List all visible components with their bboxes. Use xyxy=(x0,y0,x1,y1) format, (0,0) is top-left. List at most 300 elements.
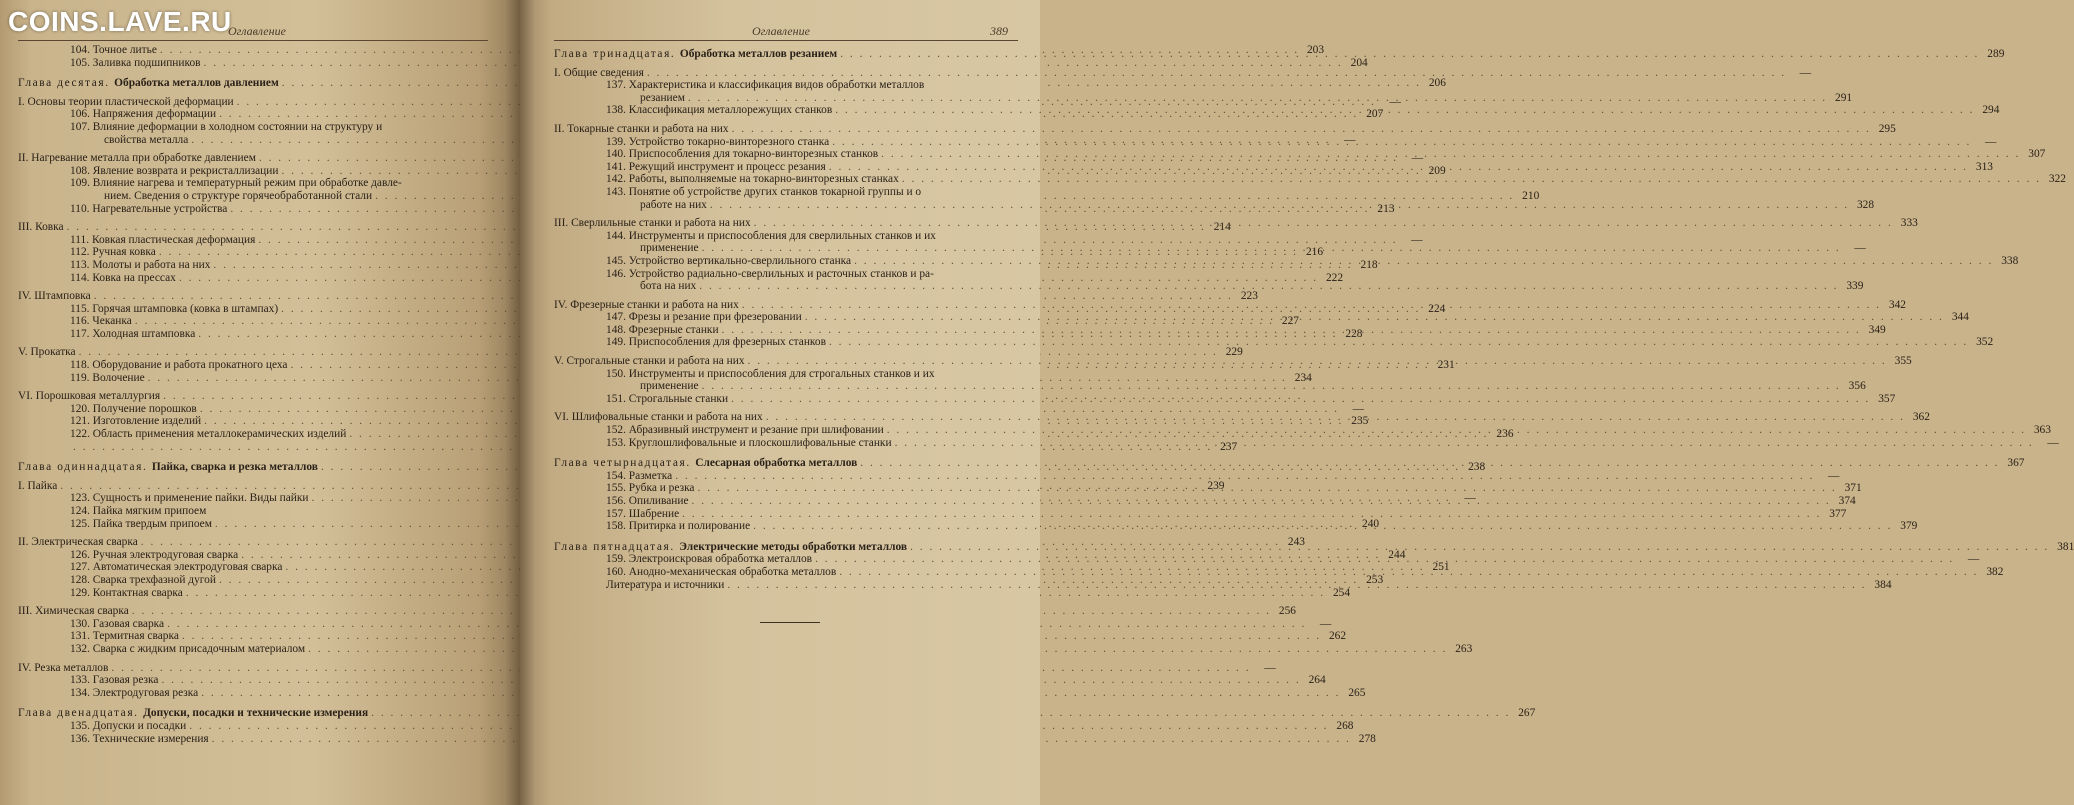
leader-dots xyxy=(832,133,1971,149)
toc-entry xyxy=(554,173,2066,186)
section-title: I. Основы теории пластической деформации xyxy=(18,95,234,108)
left-page-header: Оглавление xyxy=(228,24,286,38)
section-title: IV. Фрезерные станки и работа на них xyxy=(554,298,739,311)
entry-title: Рубка и резка xyxy=(628,482,695,495)
entry-title: Заливка подшипников xyxy=(92,56,201,69)
leader-dots xyxy=(647,67,1786,80)
page-ref: — xyxy=(1411,152,1424,165)
entry-number: 137. xyxy=(606,79,626,92)
leader-dots xyxy=(887,424,2026,437)
page-ref: 265 xyxy=(1348,686,1366,699)
toc-entry xyxy=(18,177,486,190)
section-title: III. Химическая сварка xyxy=(18,605,129,618)
leader-dots xyxy=(692,495,1831,508)
entry-number: 152. xyxy=(606,424,626,437)
entry-number: 122. xyxy=(70,428,90,441)
page-ref: 224 xyxy=(1428,302,1446,315)
toc-entry xyxy=(554,91,1853,105)
leader-dots xyxy=(702,242,1841,255)
entry-title: нием. Сведения о структуре горячеобработанной стали xyxy=(104,189,373,202)
section-title: III. Ковка xyxy=(18,221,64,234)
entry-number: 123. xyxy=(70,492,90,505)
page-ref: 344 xyxy=(1951,311,1969,324)
leader-dots xyxy=(688,92,1827,105)
toc-entry xyxy=(554,79,1018,92)
leader-dots xyxy=(829,336,1968,349)
entry-title: Волочение xyxy=(92,371,145,384)
entry-number: 116. xyxy=(70,315,90,328)
chapter-title: Электрические методы обработки металлов xyxy=(679,540,908,553)
book-gutter xyxy=(505,0,535,805)
entry-title: Холодная штамповка xyxy=(92,327,196,340)
page-ref: 207 xyxy=(1366,108,1384,121)
page-ref: — xyxy=(1967,553,1980,566)
entry-number: 110. xyxy=(70,202,90,215)
entry-title: Автоматическая электродуговая сварка xyxy=(92,561,283,574)
leader-dots xyxy=(727,579,1866,592)
chapter-prefix: Глава пятнадцатая. xyxy=(554,540,675,553)
page-ref: — xyxy=(1854,242,1866,255)
chapter-prefix: Глава десятая. xyxy=(18,77,110,90)
toc-chapter xyxy=(18,707,1536,720)
leader-dots xyxy=(698,479,1837,495)
entry-title: Пайка твердым припоем xyxy=(92,517,212,530)
page-ref: — xyxy=(1985,135,1997,148)
entry-title: Литература и источники xyxy=(606,578,725,591)
entry-title: Понятие об устройстве других станков токарной группы и о xyxy=(628,185,922,198)
right-page-header: Оглавление xyxy=(752,24,810,38)
toc-entry xyxy=(554,507,1847,521)
entry-number: 156. xyxy=(606,495,626,507)
entry-title: работе на них xyxy=(640,198,707,211)
chapter-prefix: Глава двенадцатая. xyxy=(18,707,139,720)
entry-title: Контактная сварка xyxy=(92,586,183,599)
entry-number: 139. xyxy=(606,135,626,148)
entry-title: Ковка на прессах xyxy=(92,271,176,284)
chapter-title: Обработка металлов резанием xyxy=(679,48,838,60)
leader-dots xyxy=(854,255,1993,268)
entry-number: 121. xyxy=(70,415,90,428)
entry-title: Сварка с жидким присадочным материалом xyxy=(92,642,306,655)
page-ref: 267 xyxy=(1518,707,1536,720)
page-ref: 263 xyxy=(1455,642,1473,655)
page-ref: 333 xyxy=(1900,217,1918,230)
toc-entry xyxy=(18,505,486,518)
entry-number: 149. xyxy=(606,336,626,349)
right-header-rule xyxy=(554,40,1018,41)
page-ref: 374 xyxy=(1838,495,1856,507)
entry-title: Классификация металлорежущих станков xyxy=(628,104,833,117)
entry-title: Влияние нагрева и температурный режим при обработке давле- xyxy=(92,177,402,190)
entry-number: 107. xyxy=(70,120,90,133)
entry-title: Сварка трехфазной дугой xyxy=(92,573,216,586)
toc-entry xyxy=(18,732,1376,746)
page-ref: 356 xyxy=(1848,380,1866,393)
toc-entry xyxy=(18,719,1354,733)
entry-title: Притирка и полирование xyxy=(628,520,751,533)
section-title: II. Нагревание металла при обработке давлением xyxy=(18,152,256,165)
section-title: III. Сверлильные станки и работа на них xyxy=(554,217,751,230)
section-title: V. Строгальные станки и работа на них xyxy=(554,355,745,368)
leader-dots xyxy=(732,123,1871,136)
page-ref: — xyxy=(1828,469,1840,482)
entry-number: 118. xyxy=(70,359,90,372)
page-ref: 218 xyxy=(1360,258,1378,271)
chapter-prefix: Глава четырнадцатая. xyxy=(554,457,691,470)
page-ref: — xyxy=(1464,492,1476,505)
entry-number: 124. xyxy=(70,505,90,517)
entry-number: 113. xyxy=(70,258,90,271)
page-ref: 223 xyxy=(1240,290,1258,303)
toc-entry xyxy=(554,380,1866,393)
chapter-prefix: Глава одиннадцатая. xyxy=(18,461,148,474)
page-ref: 294 xyxy=(1982,104,2000,117)
page-ref: 254 xyxy=(1332,586,1351,599)
page-ref: 231 xyxy=(1437,359,1455,372)
entry-title: Работы, выполняемые на токарно-винторезных станках xyxy=(628,173,899,186)
toc-section xyxy=(18,661,1276,675)
page-ref: 214 xyxy=(1213,221,1231,234)
page-ref: 203 xyxy=(1306,44,1325,56)
entry-number: 131. xyxy=(70,630,90,643)
entry-title: Точное литье xyxy=(92,44,157,56)
page-ref: 295 xyxy=(1878,122,1896,135)
entry-title: Нагревательные устройства xyxy=(92,202,228,215)
chapter-title: Пайка, сварка и резка металлов xyxy=(151,461,318,474)
entry-title: Устройство радиально-сверлильных и расточных станков и ра- xyxy=(628,267,934,280)
entry-title: Круглошлифовальные и плоскошлифовальные станки xyxy=(628,436,892,449)
entry-title: Горячая штамповка (ковка в штампах) xyxy=(92,302,279,315)
leader-dots xyxy=(839,566,1978,579)
toc-entry xyxy=(18,686,1366,700)
section-title: VI. Порошковая металлургия xyxy=(18,390,161,403)
leader-dots xyxy=(731,393,1870,406)
page-ref: 382 xyxy=(1986,565,2004,578)
page-ref: 222 xyxy=(1325,271,1344,284)
page-ref: 289 xyxy=(1987,48,2005,60)
leader-dots xyxy=(722,324,1861,337)
page-ref: 228 xyxy=(1345,327,1363,340)
entry-title: Инструменты и приспособления для строгальных станков и их xyxy=(628,367,935,380)
entry-number: 136. xyxy=(70,732,90,745)
entry-number: 151. xyxy=(606,392,626,405)
page-ref: 278 xyxy=(1358,732,1376,745)
page-ref: 234 xyxy=(1294,371,1312,384)
leader-dots xyxy=(860,457,1999,470)
page-ref: 264 xyxy=(1308,674,1326,687)
page-ref: 229 xyxy=(1225,346,1243,359)
page-ref: 206 xyxy=(1428,77,1446,90)
page-ref: 216 xyxy=(1305,246,1324,259)
leader-dots xyxy=(766,411,1905,424)
entry-title: Допуски и посадки xyxy=(92,719,187,732)
entry-number: 111. xyxy=(70,233,90,246)
toc-entry xyxy=(554,368,1018,381)
page-ref: — xyxy=(1264,661,1276,674)
entry-title: Приспособления для фрезерных станков xyxy=(628,336,826,349)
entry-title: Режущий инструмент и процесс резания xyxy=(628,160,826,173)
entry-number: 109. xyxy=(70,177,90,190)
toc-entry xyxy=(18,56,1368,70)
page-ref: 227 xyxy=(1281,315,1299,328)
leader-dots xyxy=(754,217,1893,230)
page-ref: 367 xyxy=(2007,457,2025,470)
page-ref: — xyxy=(1352,402,1365,415)
entry-title: Оборудование и работа прокатного цеха xyxy=(92,359,288,372)
toc-entry xyxy=(554,268,1018,281)
page-ref: 243 xyxy=(1287,536,1305,549)
page-ref: 236 xyxy=(1496,428,1514,441)
entry-title: Разметка xyxy=(628,469,673,482)
section-title: II. Токарные станки и работа на них xyxy=(554,122,729,135)
entry-number: 135. xyxy=(70,719,90,732)
entry-title: резанием xyxy=(640,91,685,104)
leader-dots xyxy=(835,104,1974,117)
entry-number: 114. xyxy=(70,271,90,284)
toc-entry xyxy=(18,674,1326,687)
section-title: IV. Штамповка xyxy=(18,290,91,303)
page-ref: 362 xyxy=(1912,411,1930,424)
toc-entry xyxy=(554,186,1018,199)
entry-number: 112. xyxy=(70,246,90,259)
entry-number: 158. xyxy=(606,520,626,533)
page-ref: 355 xyxy=(1894,355,1912,368)
entry-title: Чеканка xyxy=(92,315,132,328)
page-ref: 339 xyxy=(1846,280,1864,293)
entry-title: Газовая резка xyxy=(92,674,159,687)
entry-number: 105. xyxy=(70,56,90,69)
page-ref: 349 xyxy=(1868,323,1886,336)
page-ref: 338 xyxy=(2001,254,2019,267)
page-ref: 209 xyxy=(1428,164,1446,177)
section-title: VI. Шлифовальные станки и работа на них xyxy=(554,411,763,424)
toc-entry xyxy=(554,469,1840,483)
entry-number: 153. xyxy=(606,436,626,449)
page-ref: 251 xyxy=(1432,561,1450,574)
entry-number: 125. xyxy=(70,517,90,530)
entry-title: Строгальные станки xyxy=(628,392,729,405)
entry-title: Абразивный инструмент и резание при шлифовании xyxy=(628,424,884,437)
page-ref: 253 xyxy=(1366,573,1384,586)
entry-title: Технические измерения xyxy=(92,732,209,745)
leader-dots xyxy=(805,311,1944,324)
entry-title: Фрезы и резание при фрезеровании xyxy=(628,311,802,324)
entry-title: Газовая сварка xyxy=(92,617,165,630)
leader-dots xyxy=(742,299,1881,312)
entry-title: Инструменты и приспособления для сверлильных станков и их xyxy=(628,229,936,242)
entry-number: 145. xyxy=(606,254,626,267)
leader-dots xyxy=(675,470,1814,483)
entry-number: 129. xyxy=(70,586,90,599)
page-ref: 377 xyxy=(1829,507,1847,520)
entry-number: 155. xyxy=(606,482,626,495)
entry-title: Устройство токарно-винторезного станка xyxy=(628,135,830,148)
leader-dots xyxy=(910,541,2049,554)
toc-entry xyxy=(18,617,1332,631)
entry-number: 126. xyxy=(70,548,90,561)
entry-number: 148. xyxy=(606,323,626,336)
toc-section xyxy=(18,390,486,403)
entry-number: 138. xyxy=(606,104,626,117)
entry-number: 119. xyxy=(70,371,90,384)
watermark-logo: COINS.LAVE.RU xyxy=(8,6,232,37)
leader-dots xyxy=(702,380,1841,393)
entry-title: Явление возврата и рекристаллизации xyxy=(92,164,279,177)
entry-title: Анодно-механическая обработка металлов xyxy=(628,565,837,578)
entry-title: Влияние деформации в холодном состоянии на структуру и xyxy=(92,120,383,133)
leader-dots xyxy=(840,48,1979,61)
page-ref: — xyxy=(2047,436,2059,449)
section-title: I. Общие сведения xyxy=(554,66,644,79)
leader-dots xyxy=(829,161,1968,174)
page-ref: 357 xyxy=(1878,392,1896,405)
entry-number: 132. xyxy=(70,642,90,655)
entry-number: 104. xyxy=(70,44,90,56)
toc-entry xyxy=(18,121,486,134)
toc-section xyxy=(554,122,1896,136)
entry-number: 142. xyxy=(606,173,626,186)
entry-title: Характеристика и классификация видов обработки металлов xyxy=(628,79,925,92)
entry-title: применение xyxy=(640,242,699,255)
toc-entry xyxy=(554,392,1896,406)
toc-entry xyxy=(18,586,1351,600)
end-rule xyxy=(760,622,820,623)
entry-number: 133. xyxy=(70,674,90,687)
page-ref: 268 xyxy=(1336,719,1354,732)
entry-title: Ручная электродуговая сварка xyxy=(92,548,239,561)
toc-entry xyxy=(554,336,1994,349)
page-ref: 371 xyxy=(1844,482,1862,495)
entry-number: 130. xyxy=(70,617,90,630)
entry-title: Напряжения деформации xyxy=(92,108,217,121)
section-title: V. Прокатка xyxy=(18,346,76,359)
entry-number: 134. xyxy=(70,686,90,699)
entry-number: 120. xyxy=(70,402,90,415)
page-ref: 313 xyxy=(1975,160,1993,173)
page-ref: 307 xyxy=(2028,148,2046,161)
entry-title: Электроискровая обработка металлов xyxy=(628,553,813,566)
right-page-number: 389 xyxy=(990,24,1008,38)
entry-number: 147. xyxy=(606,311,626,324)
page-ref: 213 xyxy=(1377,202,1395,215)
entry-number: 117. xyxy=(70,327,90,340)
page-ref: 240 xyxy=(1362,517,1380,530)
leader-dots xyxy=(682,508,1821,521)
entry-title: свойства металла xyxy=(104,133,189,146)
entry-number: 128. xyxy=(70,573,90,586)
page-ref: 262 xyxy=(1328,630,1347,643)
entry-title: Изготовление изделий xyxy=(92,415,202,428)
section-title: I. Пайка xyxy=(18,479,58,492)
page-ref: 363 xyxy=(2033,424,2051,437)
toc-entry xyxy=(18,630,1347,643)
page-ref: 204 xyxy=(1350,56,1368,69)
page-ref: 237 xyxy=(1220,440,1238,453)
toc-entry xyxy=(554,280,1864,293)
leader-dots xyxy=(902,173,2041,186)
leader-dots xyxy=(881,148,2020,161)
toc-section xyxy=(18,290,1258,303)
entry-number: 150. xyxy=(606,367,626,380)
page-ref: — xyxy=(1411,233,1423,246)
entry-number: 160. xyxy=(606,565,626,578)
leader-dots xyxy=(895,437,2034,450)
entry-title: Ковкая пластическая деформация xyxy=(91,233,256,246)
leader-dots xyxy=(748,355,1887,368)
section-title: IV. Резка металлов xyxy=(18,661,109,674)
toc-entry xyxy=(554,495,1856,508)
entry-number: 143. xyxy=(606,185,626,198)
chapter-title: Обработка металлов давлением xyxy=(114,77,279,90)
entry-title: Ручная ковка xyxy=(92,246,156,259)
toc-entry xyxy=(554,148,2046,161)
chapter-title: Допуски, посадки и технические измерения xyxy=(143,707,369,720)
page-ref: 256 xyxy=(1278,605,1296,618)
entry-title: Устройство вертикально-сверлильного станка xyxy=(628,254,852,267)
toc-entry xyxy=(554,135,1997,149)
chapter-title: Слесарная обработка металлов xyxy=(695,457,858,470)
page-ref: 384 xyxy=(1874,578,1892,591)
toc-section xyxy=(18,346,1243,359)
entry-title: применение xyxy=(640,380,699,393)
entry-title: Сущность и применение пайки. Виды пайки xyxy=(92,492,309,505)
entry-title: Опиливание xyxy=(628,495,689,507)
entry-title: Приспособления для токарно-винторезных станков xyxy=(628,148,879,161)
page-ref: 244 xyxy=(1388,548,1406,561)
entry-number: 146. xyxy=(606,267,626,280)
page-ref: 381 xyxy=(2057,540,2074,553)
leader-dots xyxy=(753,517,1892,533)
page-ref: 239 xyxy=(1207,479,1225,492)
page-ref: 352 xyxy=(1976,336,1994,349)
page-ref: — xyxy=(1319,617,1332,630)
page-ref: — xyxy=(1389,95,1401,108)
leader-dots xyxy=(710,199,1849,212)
page-ref: 342 xyxy=(1888,298,1906,311)
toc-entry xyxy=(18,642,1473,656)
page-ref: 291 xyxy=(1835,91,1853,104)
section-title: II. Электрическая сварка xyxy=(18,536,138,549)
page-ref: 322 xyxy=(2048,173,2066,186)
page-ref: 328 xyxy=(1856,198,1875,211)
entry-number: 144. xyxy=(606,229,626,242)
entry-number: 140. xyxy=(606,148,626,161)
entry-title: Молоты и работа на них xyxy=(92,258,211,271)
entry-number: 154. xyxy=(606,469,626,482)
left-header-rule xyxy=(18,40,488,41)
page-ref: — xyxy=(1344,133,1356,146)
chapter-prefix: Глава тринадцатая. xyxy=(554,48,676,60)
toc-entry xyxy=(18,402,1365,416)
entry-title: Получение порошков xyxy=(92,402,197,415)
entry-title: Термитная сварка xyxy=(92,630,179,643)
page-ref: — xyxy=(1799,66,1812,79)
entry-title: Шабрение xyxy=(628,507,680,520)
entry-number: 141. xyxy=(606,160,626,173)
entry-title: бота на них xyxy=(640,280,697,293)
page-ref: 238 xyxy=(1468,461,1486,474)
entry-number: 106. xyxy=(70,108,90,121)
page-ref: 379 xyxy=(1900,520,1918,533)
entry-number: 157. xyxy=(606,507,626,520)
leader-dots xyxy=(815,553,1954,566)
page-ref: 235 xyxy=(1351,415,1369,428)
entry-number: 115. xyxy=(70,302,90,315)
entry-number: 108. xyxy=(70,164,90,177)
page-ref: 210 xyxy=(1522,189,1540,202)
leader-dots xyxy=(699,280,1838,293)
toc-section xyxy=(18,605,1296,618)
